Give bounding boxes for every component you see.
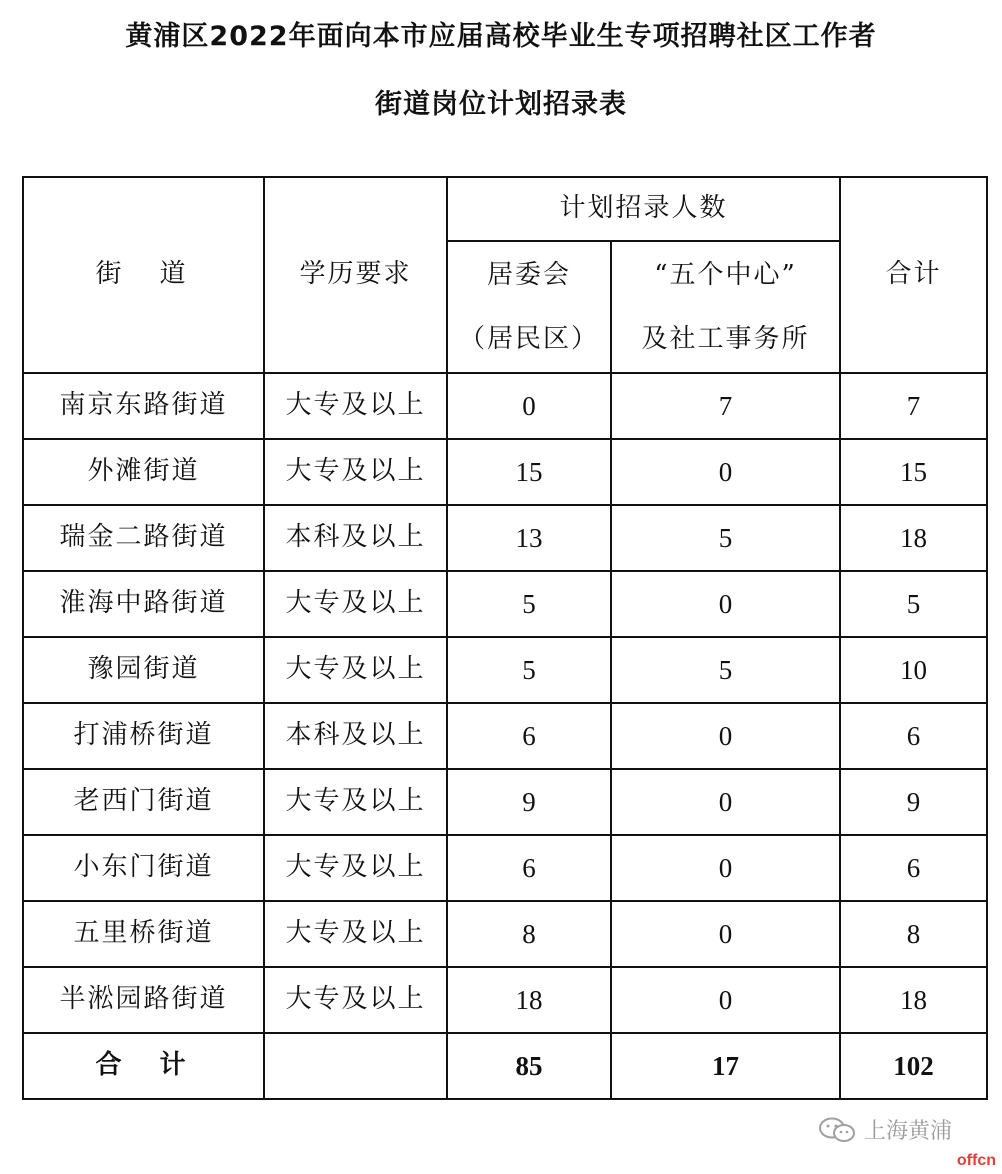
cell-center: 0 — [611, 967, 840, 1033]
page-title: 黄浦区2022年面向本市应届高校毕业生专项招聘社区工作者 — [125, 21, 877, 52]
table-row — [23, 769, 987, 835]
cell-total: 6 — [840, 835, 987, 901]
cell-education: 大专及以上 — [264, 967, 447, 1033]
table-row — [23, 505, 987, 571]
header-education: 学历要求 — [264, 177, 447, 373]
watermark — [818, 1114, 952, 1145]
cell-center: 0 — [611, 901, 840, 967]
header-plan: 计划招录人数 — [447, 177, 840, 241]
table-row — [23, 703, 987, 769]
cell-education: 本科及以上 — [264, 505, 447, 571]
header-committee-line2: （居民区） — [458, 324, 599, 354]
cell-education: 大专及以上 — [264, 373, 447, 439]
cell-education: 大专及以上 — [264, 571, 447, 637]
cell-education: 大专及以上 — [264, 637, 447, 703]
cell-center: 0 — [611, 703, 840, 769]
summary-center: 17 — [611, 1033, 840, 1099]
cell-education: 大专及以上 — [264, 769, 447, 835]
header-street: 街 道 — [23, 177, 264, 373]
page-subtitle: 街道岗位计划招录表 — [375, 89, 627, 120]
cell-street: 老西门街道 — [23, 769, 264, 835]
cell-street: 淮海中路街道 — [23, 571, 264, 637]
cell-total: 15 — [840, 439, 987, 505]
header-center-line1: “五个中心” — [654, 260, 797, 290]
cell-street: 南京东路街道 — [23, 373, 264, 439]
summary-total: 102 — [840, 1033, 987, 1099]
cell-total: 18 — [840, 967, 987, 1033]
site-mark: offcn — [956, 1152, 996, 1169]
header-committee-line1: 居委会 — [486, 260, 571, 290]
table-row — [23, 967, 987, 1033]
watermark-text: 上海黄浦 — [864, 1119, 953, 1144]
summary-committee: 85 — [447, 1033, 611, 1099]
cell-street: 半淞园路街道 — [23, 967, 264, 1033]
header-row — [23, 177, 987, 241]
table-row — [23, 835, 987, 901]
header-committee — [447, 241, 611, 373]
cell-total: 7 — [840, 373, 987, 439]
cell-center: 5 — [611, 637, 840, 703]
cell-center: 0 — [611, 769, 840, 835]
summary-row — [23, 1033, 987, 1099]
cell-committee: 5 — [447, 571, 611, 637]
header-center — [611, 241, 840, 373]
table-row — [23, 439, 987, 505]
header-center-line2: 及社工事务所 — [641, 324, 810, 354]
cell-street: 小东门街道 — [23, 835, 264, 901]
summary-label: 合 计 — [23, 1033, 264, 1099]
table-row — [23, 571, 987, 637]
table-row — [23, 901, 987, 967]
cell-committee: 18 — [447, 967, 611, 1033]
cell-total: 10 — [840, 637, 987, 703]
cell-committee: 8 — [447, 901, 611, 967]
cell-committee: 0 — [447, 373, 611, 439]
cell-education: 大专及以上 — [264, 901, 447, 967]
cell-street: 打浦桥街道 — [23, 703, 264, 769]
table-row — [23, 637, 987, 703]
table-row — [23, 373, 987, 439]
cell-committee: 6 — [447, 835, 611, 901]
cell-committee: 6 — [447, 703, 611, 769]
cell-total: 8 — [840, 901, 987, 967]
cell-center: 0 — [611, 835, 840, 901]
cell-street: 外滩街道 — [23, 439, 264, 505]
cell-street: 五里桥街道 — [23, 901, 264, 967]
recruitment-table — [22, 176, 988, 1100]
cell-street: 瑞金二路街道 — [23, 505, 264, 571]
cell-center: 0 — [611, 571, 840, 637]
cell-committee: 5 — [447, 637, 611, 703]
cell-total: 18 — [840, 505, 987, 571]
cell-committee: 13 — [447, 505, 611, 571]
cell-total: 5 — [840, 571, 987, 637]
cell-education: 本科及以上 — [264, 703, 447, 769]
cell-total: 6 — [840, 703, 987, 769]
cell-center: 0 — [611, 439, 840, 505]
cell-education: 大专及以上 — [264, 835, 447, 901]
cell-center: 7 — [611, 373, 840, 439]
cell-total: 9 — [840, 769, 987, 835]
cell-center: 5 — [611, 505, 840, 571]
summary-education — [264, 1033, 447, 1099]
cell-committee: 9 — [447, 769, 611, 835]
cell-street: 豫园街道 — [23, 637, 264, 703]
cell-education: 大专及以上 — [264, 439, 447, 505]
wechat-icon — [818, 1116, 858, 1144]
cell-committee: 15 — [447, 439, 611, 505]
header-total: 合计 — [840, 177, 987, 373]
